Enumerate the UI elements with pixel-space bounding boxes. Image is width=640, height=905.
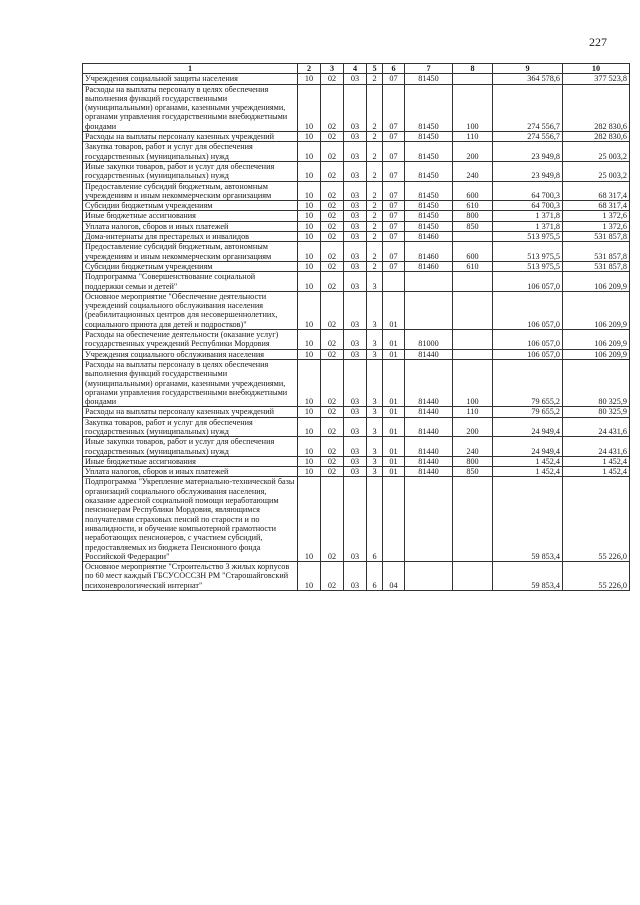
row-name-cell: Учреждения социального обслуживания населения: [83, 349, 298, 359]
row-cell-c3: 02: [321, 261, 344, 271]
row-cell-c10: 1 372,6: [563, 211, 630, 221]
row-cell-c10: 1 372,6: [563, 221, 630, 231]
row-name-cell: Основное мероприятие "Строительство 3 жилых корпусов по 60 мест каждый ГБСУСОССЗН РМ "Старошайговский психоневрологический интернат": [83, 562, 298, 591]
row-cell-c7: 81440: [405, 456, 453, 466]
row-cell-c8: [453, 330, 493, 350]
table-row: [83, 467, 630, 477]
row-cell-c9: 106 057,0: [493, 349, 563, 359]
row-cell-c2: 10: [298, 84, 321, 131]
row-cell-c6: 07: [383, 142, 405, 162]
row-cell-c9: 513 975,5: [493, 261, 563, 271]
row-cell-c10: 106 209,9: [563, 330, 630, 350]
table-row: [83, 132, 630, 142]
table-row: [83, 232, 630, 242]
row-cell-c6: 01: [383, 291, 405, 329]
row-cell-c5: 2: [367, 161, 383, 181]
row-cell-c5: 2: [367, 261, 383, 271]
row-cell-c6: 01: [383, 330, 405, 350]
row-cell-c6: 01: [383, 407, 405, 417]
row-cell-c6: 07: [383, 211, 405, 221]
row-cell-c8: [453, 232, 493, 242]
column-header: 2: [298, 64, 321, 74]
table-row: [83, 161, 630, 181]
row-cell-c6: 01: [383, 437, 405, 457]
row-cell-c4: 03: [344, 74, 367, 84]
row-cell-c10: 106 209,9: [563, 291, 630, 329]
row-cell-c4: 03: [344, 437, 367, 457]
row-cell-c4: 03: [344, 330, 367, 350]
row-cell-c3: 02: [321, 407, 344, 417]
row-cell-c5: 2: [367, 84, 383, 131]
row-cell-c3: 02: [321, 74, 344, 84]
row-cell-c7: 81000: [405, 330, 453, 350]
row-cell-c8: 610: [453, 261, 493, 271]
row-cell-c7: 81460: [405, 261, 453, 271]
row-cell-c10: 55 226,0: [563, 477, 630, 562]
row-cell-c4: 03: [344, 456, 367, 466]
row-cell-c2: 10: [298, 232, 321, 242]
row-cell-c8: 110: [453, 407, 493, 417]
row-cell-c9: 513 975,5: [493, 242, 563, 262]
row-cell-c6: 04: [383, 562, 405, 591]
row-cell-c9: 274 556,7: [493, 84, 563, 131]
row-cell-c2: 10: [298, 291, 321, 329]
row-cell-c10: 68 317,4: [563, 201, 630, 211]
row-cell-c5: 2: [367, 142, 383, 162]
table-row: [83, 477, 630, 562]
table-row: [83, 272, 630, 292]
column-header: 9: [493, 64, 563, 74]
row-cell-c7: 81460: [405, 242, 453, 262]
row-cell-c5: 2: [367, 132, 383, 142]
row-cell-c3: 02: [321, 291, 344, 329]
row-cell-c6: 07: [383, 84, 405, 131]
row-cell-c9: 274 556,7: [493, 132, 563, 142]
row-cell-c6: 07: [383, 181, 405, 201]
row-name-cell: Закупка товаров, работ и услуг для обеспечения государственных (муниципальных) нужд: [83, 142, 298, 162]
row-name-cell: Закупка товаров, работ и услуг для обеспечения государственных (муниципальных) нужд: [83, 417, 298, 437]
row-cell-c2: 10: [298, 181, 321, 201]
row-cell-c7: 81450: [405, 181, 453, 201]
table-row: [83, 291, 630, 329]
table-row: [83, 417, 630, 437]
table-row: [83, 221, 630, 231]
row-name-cell: Предоставление субсидий бюджетным, автономным учреждениям и иным некоммерческим организациям: [83, 242, 298, 262]
table-row: [83, 562, 630, 591]
row-cell-c2: 10: [298, 201, 321, 211]
row-cell-c9: 1 371,8: [493, 211, 563, 221]
row-cell-c2: 10: [298, 74, 321, 84]
row-cell-c3: 02: [321, 84, 344, 131]
row-cell-c4: 03: [344, 221, 367, 231]
row-cell-c3: 02: [321, 562, 344, 591]
row-cell-c4: 03: [344, 232, 367, 242]
row-cell-c7: [405, 477, 453, 562]
row-cell-c6: 01: [383, 359, 405, 406]
row-cell-c6: 07: [383, 201, 405, 211]
row-cell-c2: 10: [298, 359, 321, 406]
row-cell-c7: 81460: [405, 232, 453, 242]
row-cell-c8: [453, 272, 493, 292]
row-cell-c2: 10: [298, 142, 321, 162]
row-cell-c8: 600: [453, 242, 493, 262]
row-cell-c10: 55 226,0: [563, 562, 630, 591]
row-cell-c5: 2: [367, 211, 383, 221]
row-cell-c6: [383, 477, 405, 562]
row-cell-c7: 81440: [405, 437, 453, 457]
row-cell-c5: 2: [367, 221, 383, 231]
row-name-cell: Дома-интернаты для престарелых и инвалидов: [83, 232, 298, 242]
row-cell-c10: 24 431,6: [563, 437, 630, 457]
row-cell-c8: 100: [453, 359, 493, 406]
row-cell-c3: 02: [321, 467, 344, 477]
row-name-cell: Предоставление субсидий бюджетным, автономным учреждениям и иным некоммерческим организациям: [83, 181, 298, 201]
row-cell-c8: 800: [453, 456, 493, 466]
row-cell-c5: 2: [367, 181, 383, 201]
row-cell-c5: 3: [367, 437, 383, 457]
row-cell-c9: 24 949,4: [493, 437, 563, 457]
row-cell-c10: 1 452,4: [563, 456, 630, 466]
row-cell-c2: 10: [298, 221, 321, 231]
row-cell-c3: 02: [321, 132, 344, 142]
row-cell-c2: 10: [298, 161, 321, 181]
row-cell-c5: 3: [367, 417, 383, 437]
column-header: 1: [83, 64, 298, 74]
row-name-cell: Иные бюджетные ассигнования: [83, 456, 298, 466]
row-cell-c7: 81450: [405, 132, 453, 142]
row-cell-c3: 02: [321, 232, 344, 242]
row-cell-c3: 02: [321, 242, 344, 262]
row-cell-c3: 02: [321, 437, 344, 457]
row-cell-c10: 106 209,9: [563, 349, 630, 359]
row-cell-c5: 2: [367, 232, 383, 242]
row-cell-c4: 03: [344, 132, 367, 142]
row-cell-c6: 01: [383, 467, 405, 477]
row-cell-c7: 81450: [405, 211, 453, 221]
row-cell-c6: 07: [383, 242, 405, 262]
row-cell-c2: 10: [298, 211, 321, 221]
row-cell-c4: 03: [344, 477, 367, 562]
row-cell-c10: 80 325,9: [563, 407, 630, 417]
row-cell-c7: 81450: [405, 161, 453, 181]
row-cell-c10: 106 209,9: [563, 272, 630, 292]
table-row: [83, 84, 630, 131]
table-body: [83, 74, 630, 591]
row-cell-c2: 10: [298, 261, 321, 271]
row-cell-c3: 02: [321, 201, 344, 211]
budget-table: [82, 63, 630, 591]
row-cell-c10: 24 431,6: [563, 417, 630, 437]
row-name-cell: Расходы на выплаты персоналу в целях обеспечения выполнения функций государственными (муниципальными) органами, казенными учреждениями, органами управления государственными внебюджетными фондами: [83, 84, 298, 131]
row-cell-c2: 10: [298, 562, 321, 591]
row-cell-c10: 282 830,6: [563, 132, 630, 142]
row-cell-c3: 02: [321, 359, 344, 406]
row-cell-c8: [453, 291, 493, 329]
row-cell-c7: 81440: [405, 417, 453, 437]
row-cell-c10: 377 523,8: [563, 74, 630, 84]
row-cell-c5: 3: [367, 467, 383, 477]
row-cell-c8: 240: [453, 161, 493, 181]
row-name-cell: Уплата налогов, сборов и иных платежей: [83, 467, 298, 477]
row-cell-c2: 10: [298, 330, 321, 350]
row-cell-c2: 10: [298, 477, 321, 562]
row-cell-c7: 81440: [405, 407, 453, 417]
row-cell-c6: 07: [383, 161, 405, 181]
row-name-cell: Иные бюджетные ассигнования: [83, 211, 298, 221]
table-row: [83, 74, 630, 84]
row-cell-c8: [453, 349, 493, 359]
row-cell-c8: 850: [453, 221, 493, 231]
row-cell-c7: 81450: [405, 74, 453, 84]
row-cell-c2: 10: [298, 417, 321, 437]
row-cell-c8: 800: [453, 211, 493, 221]
row-cell-c4: 03: [344, 211, 367, 221]
row-cell-c3: 02: [321, 330, 344, 350]
column-header: 7: [405, 64, 453, 74]
row-cell-c2: 10: [298, 456, 321, 466]
row-cell-c9: 64 700,3: [493, 201, 563, 211]
row-cell-c4: 03: [344, 291, 367, 329]
row-cell-c10: 531 857,8: [563, 242, 630, 262]
row-name-cell: Субсидии бюджетным учреждениям: [83, 261, 298, 271]
row-cell-c5: 3: [367, 456, 383, 466]
row-cell-c4: 03: [344, 407, 367, 417]
row-cell-c3: 02: [321, 211, 344, 221]
row-cell-c6: 07: [383, 221, 405, 231]
row-cell-c5: 3: [367, 407, 383, 417]
row-cell-c9: 59 853,4: [493, 562, 563, 591]
row-cell-c7: 81450: [405, 201, 453, 211]
table-row: [83, 181, 630, 201]
row-name-cell: Расходы на обеспечение деятельности (оказание услуг) государственных учреждений Республики Мордовия: [83, 330, 298, 350]
row-cell-c2: 10: [298, 132, 321, 142]
row-cell-c5: 3: [367, 359, 383, 406]
row-cell-c6: [383, 272, 405, 292]
table-row: [83, 211, 630, 221]
row-cell-c9: 23 949,8: [493, 161, 563, 181]
row-cell-c8: [453, 477, 493, 562]
row-cell-c6: 01: [383, 417, 405, 437]
table-row: [83, 407, 630, 417]
row-name-cell: Субсидии бюджетным учреждениям: [83, 201, 298, 211]
row-cell-c7: 81440: [405, 349, 453, 359]
row-cell-c4: 03: [344, 417, 367, 437]
table-row: [83, 349, 630, 359]
row-cell-c4: 03: [344, 242, 367, 262]
row-cell-c3: 02: [321, 142, 344, 162]
row-name-cell: Иные закупки товаров, работ и услуг для обеспечения государственных (муниципальных) нужд: [83, 437, 298, 457]
row-cell-c2: 10: [298, 242, 321, 262]
row-name-cell: Иные закупки товаров, работ и услуг для обеспечения государственных (муниципальных) нужд: [83, 161, 298, 181]
row-name-cell: Подпрограмма "Совершенствование социальной поддержки семьи и детей": [83, 272, 298, 292]
column-header: 10: [563, 64, 630, 74]
row-cell-c10: 531 857,8: [563, 261, 630, 271]
row-cell-c8: 610: [453, 201, 493, 211]
table-row: [83, 437, 630, 457]
row-cell-c8: 240: [453, 437, 493, 457]
row-cell-c7: 81450: [405, 84, 453, 131]
row-cell-c7: [405, 272, 453, 292]
row-cell-c3: 02: [321, 417, 344, 437]
row-cell-c8: 200: [453, 417, 493, 437]
row-cell-c9: 364 578,6: [493, 74, 563, 84]
row-cell-c5: 2: [367, 74, 383, 84]
row-cell-c2: 10: [298, 407, 321, 417]
row-name-cell: Расходы на выплаты персоналу казенных учреждений: [83, 407, 298, 417]
row-cell-c5: 6: [367, 562, 383, 591]
row-name-cell: Подпрограмма "Укрепление материально-технической базы организаций социального обслуживания населения, оказание адресной социальной помощи неработающим пенсионерам Республики Мордовия, являющимся получателями страховых пенсий по старости и по инвалидности, и обучение компьютерной грамотности неработающих пенсионеров, с участием субсидий, предоставляемых из бюджета Пенсионного фонда Российской Федерации": [83, 477, 298, 562]
row-cell-c7: [405, 291, 453, 329]
row-cell-c5: 3: [367, 349, 383, 359]
row-cell-c9: 23 949,8: [493, 142, 563, 162]
row-cell-c6: 07: [383, 74, 405, 84]
row-cell-c3: 02: [321, 477, 344, 562]
row-cell-c9: 1 452,4: [493, 467, 563, 477]
row-cell-c10: 68 317,4: [563, 181, 630, 201]
column-header: 5: [367, 64, 383, 74]
row-cell-c8: 200: [453, 142, 493, 162]
row-cell-c9: 59 853,4: [493, 477, 563, 562]
row-cell-c5: 3: [367, 272, 383, 292]
row-cell-c3: 02: [321, 349, 344, 359]
column-header: 4: [344, 64, 367, 74]
row-cell-c3: 02: [321, 181, 344, 201]
row-cell-c3: 02: [321, 456, 344, 466]
row-name-cell: Расходы на выплаты персоналу в целях обеспечения выполнения функций государственными (муниципальными) органами, казенными учреждениями, органами управления государственными внебюджетными фондами: [83, 359, 298, 406]
row-cell-c2: 10: [298, 437, 321, 457]
row-cell-c5: 3: [367, 291, 383, 329]
row-cell-c7: 81440: [405, 359, 453, 406]
row-cell-c2: 10: [298, 272, 321, 292]
row-cell-c3: 02: [321, 221, 344, 231]
row-cell-c9: 513 975,5: [493, 232, 563, 242]
row-cell-c7: [405, 562, 453, 591]
row-cell-c6: 01: [383, 456, 405, 466]
row-cell-c5: 2: [367, 242, 383, 262]
row-cell-c9: 79 655,2: [493, 359, 563, 406]
row-cell-c4: 03: [344, 467, 367, 477]
row-cell-c4: 03: [344, 359, 367, 406]
row-cell-c8: [453, 74, 493, 84]
row-cell-c9: 106 057,0: [493, 330, 563, 350]
row-cell-c8: 110: [453, 132, 493, 142]
row-cell-c4: 03: [344, 349, 367, 359]
row-cell-c9: 24 949,4: [493, 417, 563, 437]
row-cell-c10: 1 452,4: [563, 467, 630, 477]
row-cell-c8: 850: [453, 467, 493, 477]
table-row: [83, 330, 630, 350]
row-cell-c5: 3: [367, 330, 383, 350]
row-cell-c9: 106 057,0: [493, 272, 563, 292]
row-cell-c9: 1 452,4: [493, 456, 563, 466]
column-header: 6: [383, 64, 405, 74]
row-cell-c6: 07: [383, 232, 405, 242]
row-cell-c9: 64 700,3: [493, 181, 563, 201]
row-cell-c4: 03: [344, 161, 367, 181]
row-name-cell: Расходы на выплаты персоналу казенных учреждений: [83, 132, 298, 142]
column-header: 8: [453, 64, 493, 74]
column-header: 3: [321, 64, 344, 74]
row-name-cell: Учреждения социальной защиты населения: [83, 74, 298, 84]
row-cell-c6: 07: [383, 132, 405, 142]
row-name-cell: Основное мероприятие "Обеспечение деятельности учреждений социального обслуживания населения (реабилитационных центров для несовершеннолетних, социального приюта для детей и подростков)": [83, 291, 298, 329]
row-cell-c4: 03: [344, 84, 367, 131]
table-row: [83, 456, 630, 466]
table-row: [83, 142, 630, 162]
row-cell-c8: [453, 562, 493, 591]
row-cell-c9: 106 057,0: [493, 291, 563, 329]
row-cell-c7: 81440: [405, 467, 453, 477]
row-cell-c3: 02: [321, 272, 344, 292]
row-cell-c7: 81450: [405, 221, 453, 231]
row-cell-c4: 03: [344, 272, 367, 292]
table-row: [83, 359, 630, 406]
table-row: [83, 261, 630, 271]
row-name-cell: Уплата налогов, сборов и иных платежей: [83, 221, 298, 231]
table-header-row: [83, 64, 630, 74]
row-cell-c2: 10: [298, 467, 321, 477]
row-cell-c10: 282 830,6: [563, 84, 630, 131]
row-cell-c10: 25 003,2: [563, 142, 630, 162]
row-cell-c10: 531 857,8: [563, 232, 630, 242]
page-number: 227: [589, 35, 607, 49]
row-cell-c5: 2: [367, 201, 383, 211]
row-cell-c6: 07: [383, 261, 405, 271]
row-cell-c9: 1 371,8: [493, 221, 563, 231]
table-row: [83, 242, 630, 262]
row-cell-c2: 10: [298, 349, 321, 359]
row-cell-c4: 03: [344, 181, 367, 201]
row-cell-c4: 03: [344, 201, 367, 211]
row-cell-c3: 02: [321, 161, 344, 181]
row-cell-c8: 600: [453, 181, 493, 201]
row-cell-c10: 25 003,2: [563, 161, 630, 181]
table-row: [83, 201, 630, 211]
row-cell-c4: 03: [344, 562, 367, 591]
row-cell-c8: 100: [453, 84, 493, 131]
row-cell-c5: 6: [367, 477, 383, 562]
row-cell-c9: 79 655,2: [493, 407, 563, 417]
row-cell-c6: 01: [383, 349, 405, 359]
row-cell-c10: 80 325,9: [563, 359, 630, 406]
row-cell-c4: 03: [344, 142, 367, 162]
row-cell-c7: 81450: [405, 142, 453, 162]
row-cell-c4: 03: [344, 261, 367, 271]
